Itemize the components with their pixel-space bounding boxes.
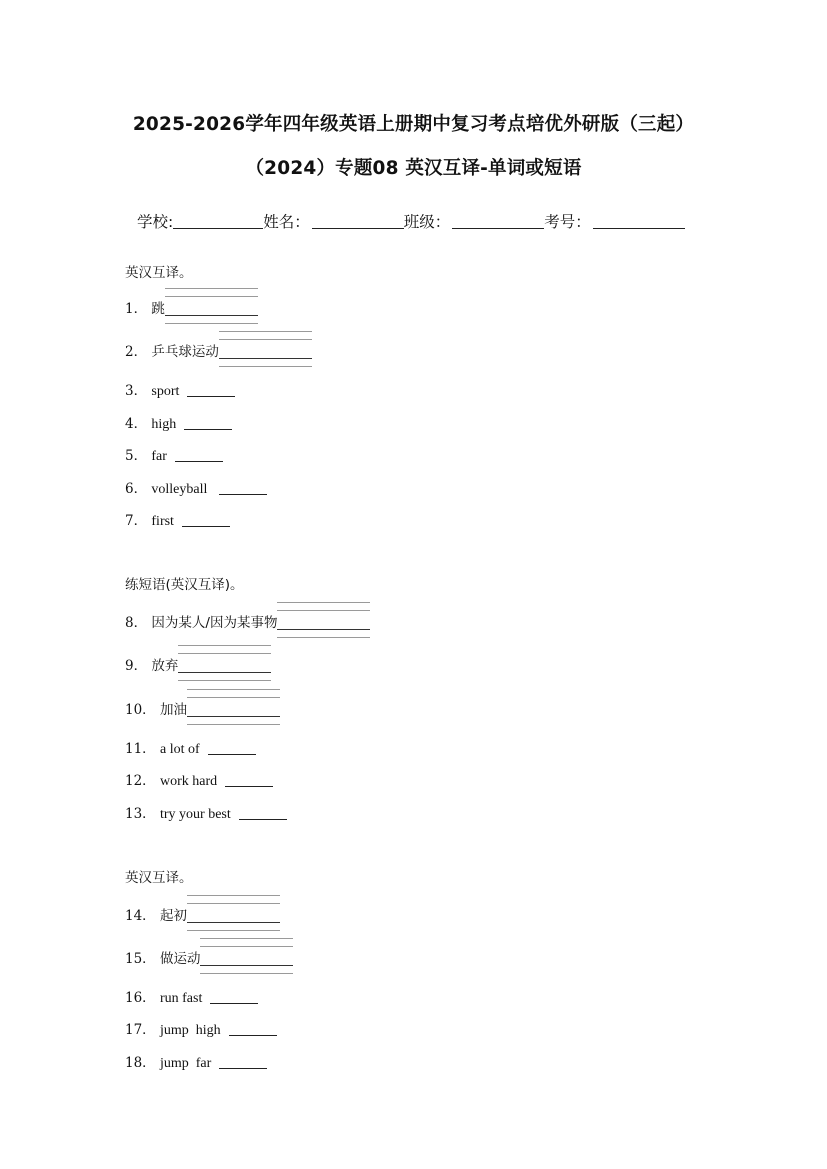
- question-item: 4． high: [125, 412, 232, 433]
- question-item: 6． volleyball: [125, 477, 267, 498]
- answer-blank[interactable]: [239, 807, 287, 820]
- question-item: 13． try your best: [125, 802, 287, 823]
- school-label: 学校:: [137, 213, 174, 231]
- answer-blank[interactable]: [219, 1056, 267, 1069]
- question-item: 15． 做运动: [125, 947, 293, 967]
- section-heading: 英汉互译。: [125, 870, 193, 886]
- student-info-row: [137, 210, 685, 232]
- question-item: 16． run fast: [125, 986, 258, 1007]
- multi-line-answer-blank[interactable]: [187, 702, 280, 717]
- class-label: 班级：: [403, 213, 451, 231]
- answer-blank[interactable]: [184, 417, 232, 430]
- title-line-2: （2024）专题08 英汉互译-单词或短语: [245, 158, 582, 179]
- answer-blank[interactable]: [219, 482, 267, 495]
- answer-blank[interactable]: [175, 449, 223, 462]
- question-item: 7． first: [125, 509, 230, 530]
- question-item: 11． a lot of: [125, 737, 256, 758]
- name-label: 姓名：: [263, 213, 310, 231]
- answer-blank[interactable]: [182, 514, 230, 527]
- exam-no-label: 考号：: [544, 213, 591, 231]
- multi-line-answer-blank[interactable]: [277, 615, 370, 630]
- exam-no-blank[interactable]: [593, 212, 685, 229]
- question-item: 18． jump far: [125, 1051, 267, 1072]
- question-item: 2． 乒乓球运动: [125, 340, 312, 360]
- multi-line-answer-blank[interactable]: [200, 951, 293, 966]
- multi-line-answer-blank[interactable]: [165, 301, 258, 316]
- section-heading: 英汉互译。: [125, 265, 193, 281]
- question-item: 14． 起初: [125, 904, 280, 924]
- class-blank[interactable]: [452, 212, 544, 229]
- section-heading: 练短语(英汉互译)。: [125, 577, 244, 593]
- answer-blank[interactable]: [229, 1023, 277, 1036]
- question-item: 9． 放弃: [125, 654, 271, 674]
- answer-blank[interactable]: [225, 774, 273, 787]
- question-item: 8． 因为某人/因为某事物: [125, 611, 370, 631]
- multi-line-answer-blank[interactable]: [187, 908, 280, 923]
- question-item: 3． sport: [125, 379, 235, 400]
- multi-line-answer-blank[interactable]: [178, 658, 271, 673]
- name-blank[interactable]: [312, 212, 404, 229]
- question-item: 12． work hard: [125, 769, 273, 790]
- question-item: 10． 加油: [125, 698, 280, 718]
- question-item: 1． 跳: [125, 297, 258, 317]
- title-line-1: 2025-2026学年四年级英语上册期中复习考点培优外研版（三起）: [132, 114, 695, 135]
- question-item: 17． jump high: [125, 1018, 277, 1039]
- question-item: 5． far: [125, 444, 223, 465]
- answer-blank[interactable]: [208, 742, 256, 755]
- answer-blank[interactable]: [187, 384, 235, 397]
- multi-line-answer-blank[interactable]: [219, 344, 312, 359]
- school-blank[interactable]: [173, 212, 263, 229]
- answer-blank[interactable]: [210, 991, 258, 1004]
